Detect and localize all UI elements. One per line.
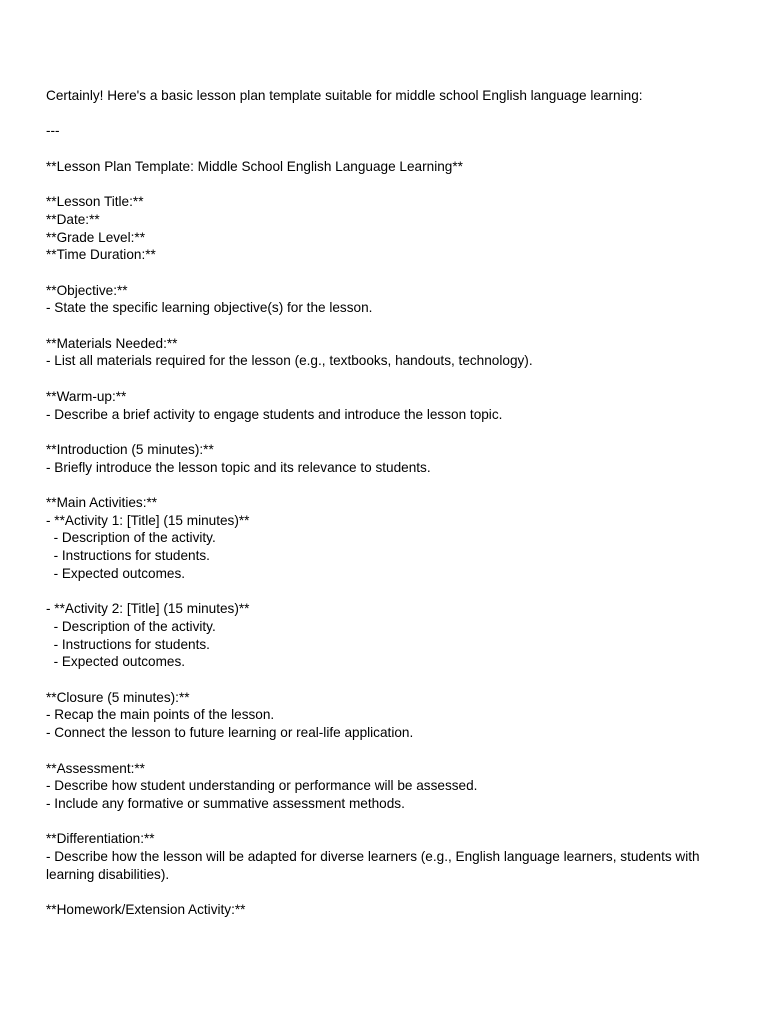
text-line: - **Activity 1: [Title] (15 minutes)**	[46, 512, 250, 528]
text-line: - Describe a brief activity to engage students and introduce the lesson topic.	[46, 406, 503, 422]
blank-line	[46, 476, 706, 494]
text-line: **Lesson Plan Template: Middle School English Language Learning**	[46, 158, 463, 174]
text-line: **Main Activities:**	[46, 495, 158, 511]
text-line: **Date:**	[46, 211, 100, 227]
blank-line	[46, 742, 706, 760]
text-line: - State the specific learning objective(s) for the lesson.	[46, 300, 373, 316]
text-line: **Introduction (5 minutes):**	[46, 441, 214, 457]
text-line: - Instructions for students.	[46, 636, 210, 652]
text-line: ---	[46, 123, 60, 139]
text-line: **Time Duration:**	[46, 247, 156, 263]
text-line: - Description of the activity.	[46, 618, 216, 634]
blank-line	[46, 175, 706, 193]
blank-line	[46, 140, 706, 158]
blank-line	[46, 583, 706, 601]
blank-line	[46, 883, 706, 901]
text-line: - Expected outcomes.	[46, 654, 186, 670]
text-line: **Objective:**	[46, 282, 128, 298]
text-line: **Grade Level:**	[46, 229, 145, 245]
text-line: - Expected outcomes.	[46, 565, 186, 581]
text-line: - List all materials required for the lesson (e.g., textbooks, handouts, technology).	[46, 353, 533, 369]
text-line: - Connect the lesson to future learning or real-life application.	[46, 725, 414, 741]
blank-line	[46, 813, 706, 831]
text-line: - Include any formative or summative assessment methods.	[46, 795, 405, 811]
text-line: - Describe how the lesson will be adapted for diverse learners (e.g., English language learners, students with learning disabilities).	[46, 849, 704, 882]
text-line: **Assessment:**	[46, 760, 145, 776]
text-line: - Description of the activity.	[46, 530, 216, 546]
text-line: - **Activity 2: [Title] (15 minutes)**	[46, 601, 250, 617]
text-line: - Briefly introduce the lesson topic and its relevance to students.	[46, 459, 431, 475]
text-line: **Differentiation:**	[46, 831, 155, 847]
text-line: **Homework/Extension Activity:**	[46, 902, 246, 918]
document-body	[46, 87, 706, 919]
text-line: - Instructions for students.	[46, 548, 210, 564]
blank-line	[46, 370, 706, 388]
text-line: **Closure (5 minutes):**	[46, 689, 190, 705]
text-line: **Warm-up:**	[46, 388, 127, 404]
text-line: - Recap the main points of the lesson.	[46, 707, 275, 723]
blank-line	[46, 423, 706, 441]
text-line: - Describe how student understanding or performance will be assessed.	[46, 778, 478, 794]
text-line: **Materials Needed:**	[46, 335, 178, 351]
blank-line	[46, 105, 706, 123]
text-line: **Lesson Title:**	[46, 194, 144, 210]
blank-line	[46, 671, 706, 689]
blank-line	[46, 317, 706, 335]
text-line: Certainly! Here's a basic lesson plan template suitable for middle school English language learning:	[46, 88, 643, 103]
blank-line	[46, 264, 706, 282]
